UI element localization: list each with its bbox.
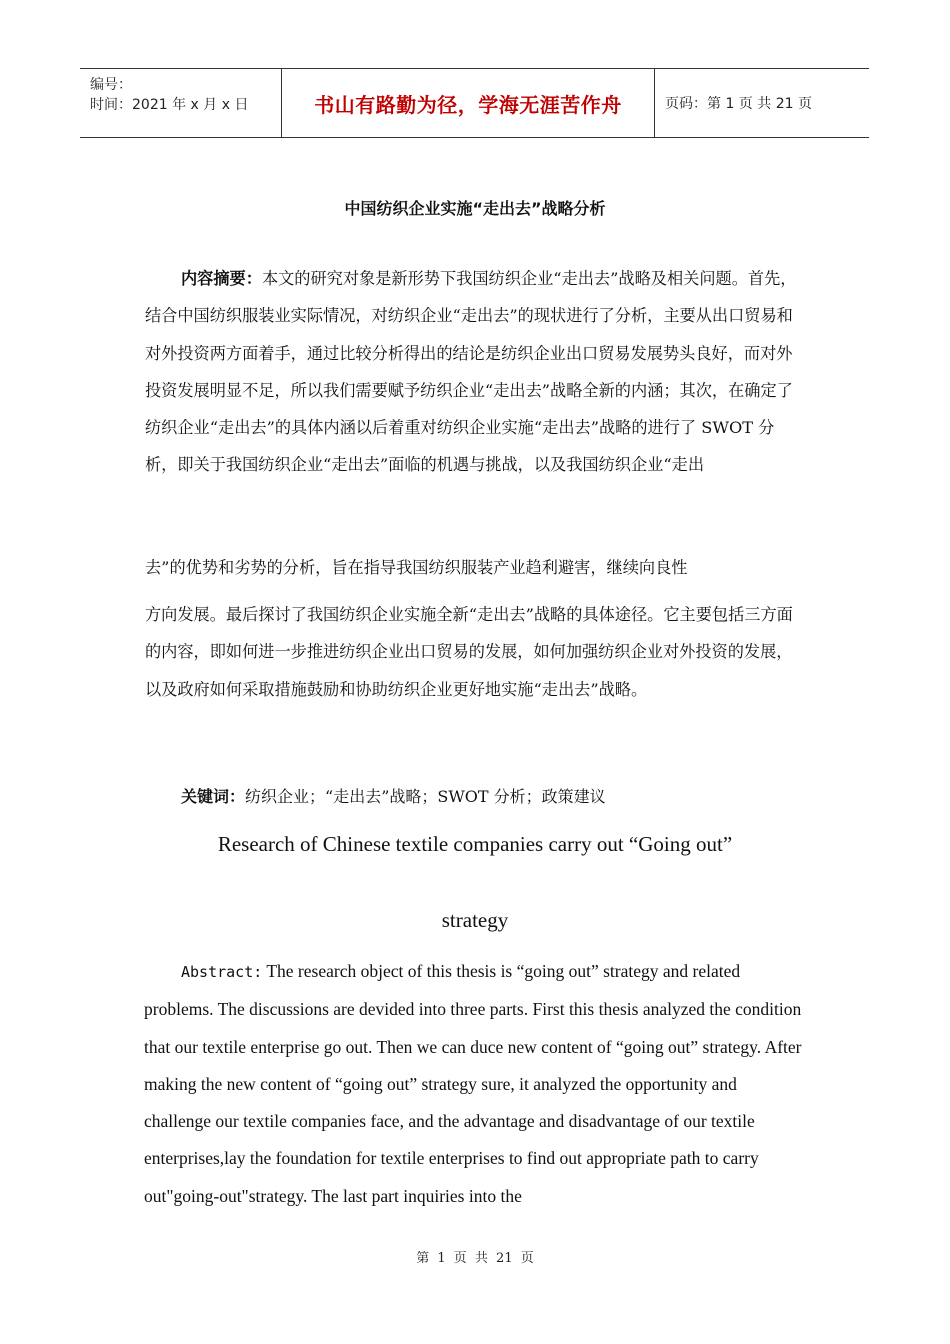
page-footer: 第 1 页 共 21 页 (416, 1251, 534, 1266)
keywords (181, 784, 606, 807)
header-meta (80, 69, 281, 137)
english-title-line-1: Research of Chinese textile companies carry out “Going out” (217, 832, 733, 856)
number-label: 编号： (90, 77, 132, 93)
header-page-code: 页码：第 1 页 共 21 页 (665, 96, 812, 112)
time-label: 时间：2021 年 x 月 x 日 (90, 97, 249, 113)
abstract-cn-text-1: 本文的研究对象是新形势下我国纺织企业“走出去”战略及相关问题。首先，结合中国纺织服装业实际情况，对纺织企业“走出去”的现状进行了分析，主要从出口贸易和对外投资两方面着手，通过比较分析得出的结论是纺织企业出口贸易发展势头良好，而对外投资发展明显不足，所以我们需要赋予纺织企业“走出去”战略全新的内涵；其次，在确定了纺织企业“走出去”的具体内涵以后着重对纺织企业实施“走出去”战略的进行了 SWOT 分析，即关于我国纺织企业“走出去”面临的机遇与挑战，以及我国纺织企业“走出 (145, 269, 797, 475)
abstract-cn-label: 内容摘要： (181, 269, 262, 288)
keywords-label: 关键词： (181, 787, 246, 806)
header-motto: 书山有路勤为径，学海无涯苦作舟 (281, 69, 655, 137)
abstract-cn-paragraph-1 (145, 260, 800, 484)
abstract-en-label: Abstract: (181, 963, 263, 981)
abstract-cn-paragraph-3: 方向发展。最后探讨了我国纺织企业实施全新“走出去”战略的具体途径。它主要包括三方面的内容，即如何进一步推进纺织企业出口贸易的发展，如何加强纺织企业对外投资的发展，以及政府如何采取措施鼓励和协助纺织企业更好地实施“走出去”战略。 (145, 605, 793, 699)
abstract-cn-line-2: 去”的优势和劣势的分析，旨在指导我国纺织服装产业趋利避害，继续向良性 (145, 558, 688, 577)
abstract-en-paragraph (144, 953, 806, 1215)
abstract-en-text: The research object of this thesis is “going out” strategy and related problems. The discussions are devided into three parts. First this thesis analyzed the condition that our textile enterprise go out. Then we can duce new content of “going out” strategy. After making the new content of “going out” strategy sure, it analyzed the opportunity and challenge our textile companies face, and the advantage and disadvantage of our textile enterprises,lay the foundation for textile enterprises to find out appropriate path to carry out"going-out"strategy. The last part inquiries into the (144, 961, 802, 1206)
english-title-line-2: strategy (441, 908, 509, 932)
keywords-text: 纺织企业；“走出去”战略；SWOT 分析；政策建议 (245, 787, 606, 806)
header-table (80, 68, 869, 138)
document-title: 中国纺织企业实施“走出去”战略分析 (344, 199, 606, 218)
